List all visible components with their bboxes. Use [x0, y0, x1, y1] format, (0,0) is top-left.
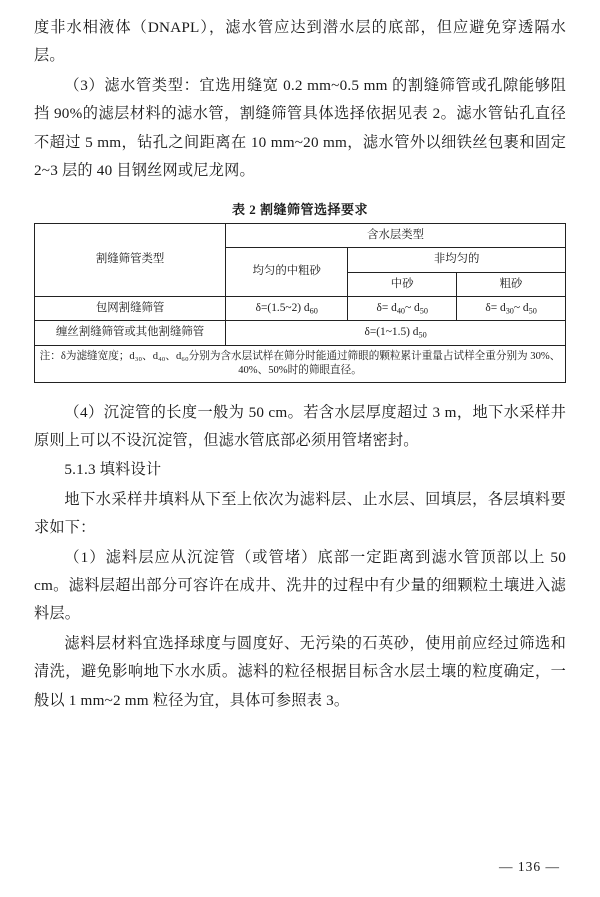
paragraph-3: （4）沉淀管的长度一般为 50 cm。若含水层厚度超过 3 m，地下水采样井原则上可以不设沉淀管，但滤水管底部必须用管堵密封。: [34, 404, 566, 450]
table-note: 注：δ为滤缝宽度；d₃₀、d₄₀、d₆₀分别为含水层试样在筛分时能通过筛眼的颗粒累计重量占试样全重分别为 30%、40%、50%时的筛眼直径。: [35, 345, 566, 383]
table-header-medium-sand: 中砂: [348, 272, 457, 296]
table-row: [35, 321, 566, 345]
table-row: [35, 296, 566, 320]
paragraph-6: 滤料层材料宜选择球度与圆度好、无污染的石英砂，使用前应经过筛选和清洗，避免影响地下水水质。滤料的粒径根据目标含水层土壤的粒度确定，一般以 1 mm~2 mm 粒径为宜，具体可参照表 3。: [34, 635, 566, 709]
table-cell-medium-1: $\delta= d_{40}\sim$ $d_{50}$: [348, 296, 457, 320]
paragraph-2: （3）滤水管类型：宜选用缝宽 0.2 mm~0.5 mm 的割缝筛管或孔隙能够阻挡 90%的滤层材料的滤水管，割缝筛管具体选择依据见表 2。滤水管钻孔直径不超过 5 mm，钻孔之间距离在 10 mm~20 mm，滤水管外以细铁丝包裹和固定 2~3 层的 40 目钢丝网或尼龙网。: [34, 77, 566, 179]
table-header-coarse-sand: 粗砂: [457, 272, 566, 296]
table-row: [35, 223, 566, 247]
table-2-title: 表 2 割缝筛管选择要求: [231, 201, 368, 217]
table-2: [34, 223, 566, 384]
section-heading-513: 5.1.3 填料设计: [64, 460, 162, 478]
table-cell-uniform-1: δ=(1.5~2) $d_{60}$: [226, 296, 348, 320]
paragraph-1: 度非水相液体（DNAPL），滤水管应达到潜水层的底部，但应避免穿透隔水层。: [34, 19, 566, 65]
table-cell-type-2: 缠丝割缝筛管或其他割缝筛管: [35, 321, 226, 345]
table-cell-uniform-2: δ=(1~1.5) $d_{50}$: [226, 321, 566, 345]
table-2-wrapper: [34, 223, 566, 384]
table-header-nonuniform-group: 非均匀的: [348, 248, 566, 272]
table-cell-type-1: 包网割缝筛管: [35, 296, 226, 320]
table-header-aquifer-group: 含水层类型: [226, 223, 566, 247]
paragraph-5: （1）滤料层应从沉淀管（或管堵）底部一定距离到滤水管顶部以上 50 cm。滤料层超出部分可容许在成井、洗井的过程中有少量的细颗粒土壤进入滤料层。: [34, 548, 566, 623]
table-header-uniform: 均匀的中粗砂: [226, 248, 348, 297]
page-number: — 136 —: [499, 859, 560, 874]
table-row: [35, 345, 566, 383]
table-cell-coarse-1: $\delta= d_{30}\sim$ $d_{50}$: [457, 296, 566, 320]
paragraph-4: 地下水采样井填料从下至上依次为滤料层、止水层、回填层，各层填料要求如下：: [34, 490, 566, 536]
table-header-type: 割缝筛管类型: [35, 223, 226, 296]
